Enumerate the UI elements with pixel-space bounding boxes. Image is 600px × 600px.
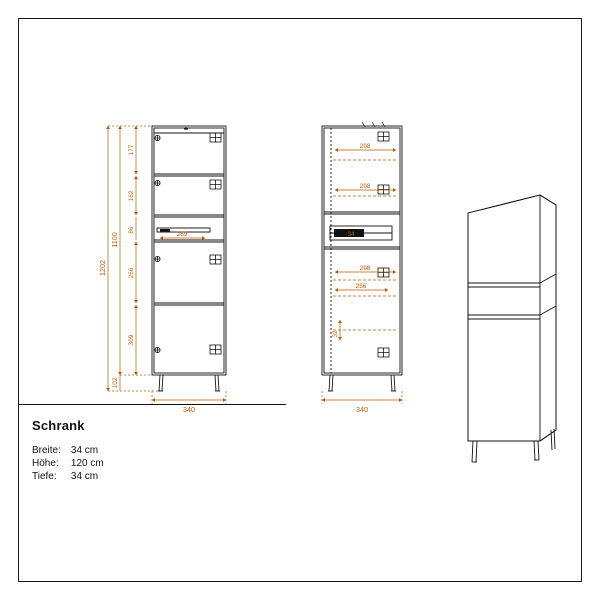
- dim-section-width: 340: [356, 405, 368, 414]
- dim-leg-height: 102: [112, 377, 119, 389]
- dim-front-seg-5: 309: [128, 334, 135, 346]
- dim-front-seg-1: 177: [128, 144, 135, 156]
- spec-label-width: Breite:: [32, 445, 61, 456]
- dim-front-seg-3: 86: [128, 226, 135, 234]
- ground-line: [18, 404, 286, 405]
- spec-value-depth: 34 cm: [70, 471, 99, 482]
- dim-body-height: 1100: [110, 232, 119, 248]
- table-row: [32, 444, 104, 457]
- table-row: [32, 457, 104, 470]
- table-row: [32, 470, 104, 483]
- spec-value-width: 34 cm: [70, 445, 99, 456]
- dim-front-drawer-width: 269: [176, 231, 188, 238]
- page-title: Schrank: [32, 418, 85, 433]
- dim-overall-height: 1202: [98, 260, 107, 276]
- spec-label-depth: Tiefe:: [32, 471, 57, 482]
- dim-section-depth-2: 298: [359, 183, 371, 190]
- dim-section-depth-5: 32: [332, 330, 339, 338]
- dim-section-depth-1: 298: [359, 143, 371, 150]
- dim-section-drawer: 34: [347, 231, 355, 238]
- spec-table: [32, 444, 104, 483]
- dim-front-seg-4: 266: [128, 267, 135, 279]
- dim-front-seg-2: 162: [128, 190, 135, 202]
- dim-section-depth-4: 256: [355, 283, 367, 290]
- dim-section-depth-3: 298: [359, 265, 371, 272]
- dim-front-width: 340: [183, 405, 195, 414]
- spec-label-height: Höhe:: [32, 458, 59, 469]
- spec-value-height: 120 cm: [70, 458, 104, 469]
